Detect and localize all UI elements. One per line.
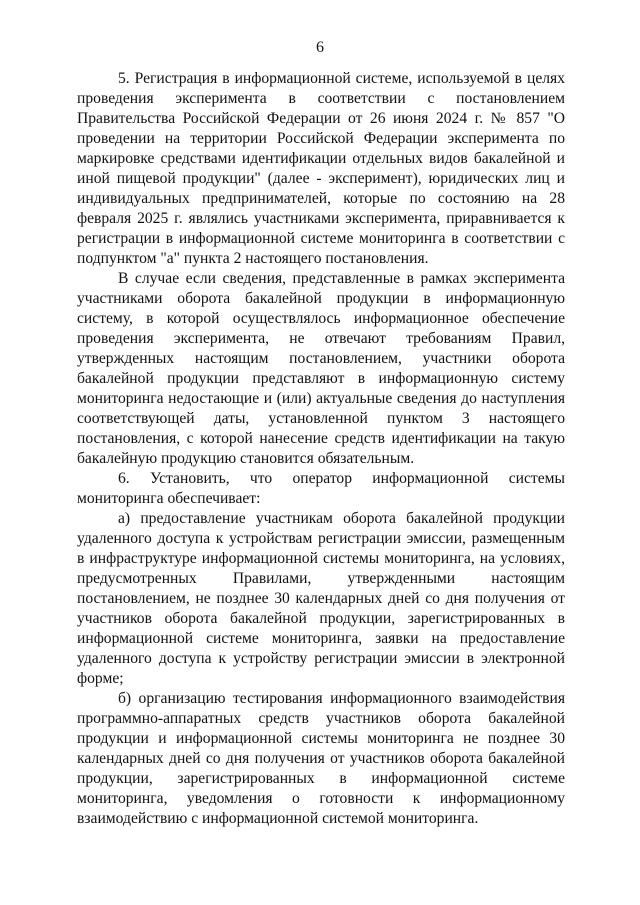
- paragraph-experiment-data: В случае если сведения, представленные в рамках эксперимента участниками оборота бакалейной продукции в информационную систему, в которой осуществлялось информационное обеспечение проведения эксперимента, не отвечают требованиям Правил, утвержденных настоящим постановлением, участники оборота бакалейной продукции представляют в информационную систему мониторинга недостающие и (или) актуальные сведения до наступления соответствующей даты, установленной пунктом 3 настоящего постановления, с которой нанесение средств идентификации на такую бакалейную продукцию становится обязательным.: [77, 270, 565, 467]
- page-number: 6: [316, 39, 324, 56]
- paragraph-6-operator: 6. Установить, что оператор информационной системы мониторинга обеспечивает:: [77, 470, 565, 507]
- subparagraph-b-testing: б) организацию тестирования информационного взаимодействия программно-аппаратных средств участников оборота бакалейной продукции и информационной системы мониторинга не позднее 30 календарных дней со дня получения от участников оборота бакалейной продукции, зарегистрированных в информационной системе мониторинга, уведомления о готовности к информационному взаимодействию с информационной системой мониторинга.: [77, 690, 565, 827]
- subparagraph-a-remote-access: а) предоставление участникам оборота бакалейной продукции удаленного доступа к устройствам регистрации эмиссии, размещенным в инфраструктуре информационной системы мониторинга, на условиях, предусмотренных Правилами, утвержденными настоящим постановлением, не позднее 30 календарных дней со дня получения от участников оборота бакалейной продукции, зарегистрированных в информационной системе мониторинга, заявки на предоставление удаленного доступа к устройству регистрации эмиссии в электронной форме;: [77, 510, 565, 687]
- paragraph-5-registration: 5. Регистрация в информационной системе, используемой в целях проведения эксперимента в соответствии с постановлением Правительства Российской Федерации от 26 июня 2024 г. № 857 "О проведении на территории Российской Федерации эксперимента по маркировке средствами идентификации отдельных видов бакалейной и иной пищевой продукции" (далее - эксперимент), юридических лиц и индивидуальных предпринимателей, которые по состоянию на 28 февраля 2025 г. являлись участниками эксперимента, приравнивается к регистрации в информационной системе мониторинга в соответствии с подпунктом "а" пункта 2 настоящего постановления.: [77, 70, 565, 267]
- document-body: [77, 69, 565, 829]
